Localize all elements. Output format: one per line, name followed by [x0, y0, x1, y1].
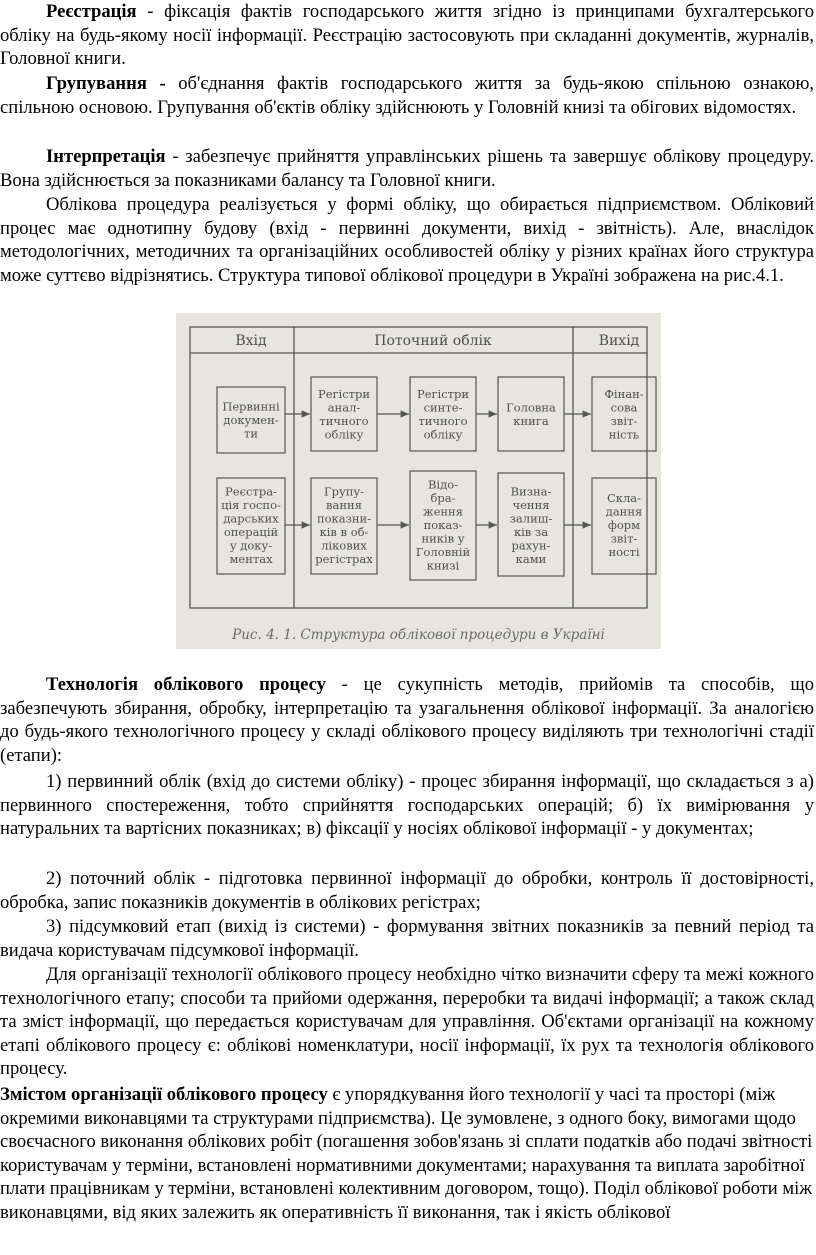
row1-box-3-label: обліку — [423, 427, 463, 442]
term-registration: Реєстрація — [46, 1, 137, 22]
row2-box-5-label: звіт- — [610, 531, 638, 546]
header-output: Вихід — [598, 333, 640, 349]
row1-box-5-label: Фінан- — [604, 386, 644, 401]
row2-box-3-label: бра- — [430, 491, 456, 505]
row2-box-2-label: регістрах — [315, 551, 373, 566]
row2-box-1-label: дарських — [223, 511, 279, 526]
paragraph-content-organization — [0, 1083, 814, 1224]
paragraph-text: є упорядкування його технології у часі та просторі (між окремими виконавцями та структурами підприємства). Це зумовлене, з одного боку, вимогами щодо своєчасного виконання облікових робіт (погашення зобов'язань зі сплати податків або подачі звітності користувачам у терміни, встановлені нормативними документами; нарахування та виплата заробітної плати працівникам у терміни, встановлені колективним договором, тощо). Поділ облікової роботи між виконавцями, від яких залежить як оперативність її виконання, так і якість облікової — [0, 1084, 813, 1223]
row2-box-4-label: чення — [512, 497, 550, 512]
row2-box-3-label: Головній — [415, 545, 471, 559]
header-input: Вхід — [235, 333, 267, 349]
row2-box-1-label: ментах — [229, 551, 273, 566]
row2-box-3-label: показ- — [423, 518, 463, 532]
row1-box-4-label: Головна — [506, 400, 556, 415]
row1-box-3-label: тичного — [418, 413, 468, 428]
row2-box-5-label: ності — [608, 545, 640, 559]
row1-box-5-label: ність — [608, 427, 640, 442]
row2-box-3-label: ників у — [421, 531, 465, 546]
paragraph-technology — [0, 673, 814, 767]
term-interpretation: Інтерпретація — [46, 146, 166, 167]
row2-box-4-label: залиш- — [509, 511, 553, 526]
row2-box-2-label: показни- — [316, 511, 372, 526]
row1-box-2-label: анал- — [327, 400, 361, 415]
row1-box-2-label: тичного — [319, 413, 369, 428]
row1-box-1-label: ти — [243, 426, 259, 441]
row2-box-5-label: Скла- — [606, 491, 642, 505]
row2-box-4-label: ків за — [513, 524, 549, 539]
row2-box-3-label: книзі — [426, 558, 460, 573]
row1-box-4-label: книга — [513, 413, 549, 428]
paragraph-interpretation — [0, 145, 814, 192]
row2-box-4-label: Визна- — [510, 484, 552, 499]
row1-box-5-label: звіт- — [610, 413, 638, 428]
figure-caption: Рис. 4. 1. Структура облікової процедури в Україні — [232, 627, 605, 643]
paragraph-stage-3: 3) підсумковий етап (вихід із системи) - формування звітних показників за певний період та видача користувачам підсумкової інформації. — [0, 916, 814, 961]
paragraph-stage-2: 2) поточний облік - підготовка первинної інформації до обробки, контроль її достовірності, обробка, запис показників документів в облікових регістрах; — [0, 868, 814, 913]
row2-box-4-label: рахун- — [511, 538, 551, 553]
row1-box-5-label: сова — [610, 400, 638, 415]
row1-box-1-label: докумен- — [223, 413, 279, 427]
paragraph-text: - забезпечує прийняття управлінських рішень та завершує облікову процедуру. Вона здійснюється за показниками балансу та Головної книги. — [0, 146, 814, 191]
figure-diagram — [176, 313, 661, 649]
row2-box-5-label: форм — [607, 518, 641, 532]
header-current: Поточний облік — [374, 333, 492, 349]
paragraph-organization: Для організації технології облікового процесу необхідно чітко визначити сферу та межі кожного технологічного етапу; способи та прийоми одержання, переробки та видачі інформації; а також склад та зміст інформації, що передається користувачам для управління. Об'єктами організації на кожному етапі облікового процесу є: облікові номенклатури, носії інформації, їх рух та технологія облікового процесу. — [0, 964, 814, 1080]
row2-box-4-label: ками — [515, 551, 547, 566]
term-content-organization: Змістом організації облікового процесу — [0, 1084, 328, 1105]
paragraph-text: - фіксація фактів господарського життя згідно із принципами бухгалтерського обліку на будь-якому носії інформації. Реєстрацію застосовують при складанні документів, журналів, Головної книги. — [0, 1, 814, 70]
paragraph-text: - це сукупність методів, прийомів та способів, що забезпечують збирання, обробку, інтерпретацію та узагальнення облікової інформації. За аналогією до будь-якого технологічного процесу у складі облікового процесу виділяють три технологічні стадії (етапи): — [0, 674, 814, 766]
term-technology: Технологія облікового процесу — [46, 674, 326, 695]
row2-box-3-label: Відо- — [427, 477, 459, 492]
paragraph-text: об'єднання фактів господарського життя за будь-якою спільною ознакою, спільною основою. Групування об'єктів обліку здійснюють у Головній книзі та обігових відомостях. — [0, 73, 815, 118]
row2-box-2-label: лікових — [321, 538, 367, 553]
outer-frame — [190, 327, 647, 608]
row1-box-2-label: Регістри — [317, 386, 371, 401]
row2-box-1-label: у доку- — [229, 538, 273, 553]
row2-box-5-label: дання — [605, 504, 643, 519]
row2-box-3-label: ження — [423, 504, 463, 519]
paragraph-grouping — [0, 72, 814, 119]
row1-box-2-label: обліку — [324, 427, 364, 442]
paragraph-accounting-procedure: Облікова процедура реалізується у формі обліку, що обирається підприємством. Обліковий процес має однотипну будову (вхід - первинні документи, вихід - звітність). Але, внаслідок методологічних, методичних та організаційних особливостей обліку у різних країнах його структура може суттєво відрізнятись. Структура типової облікової процедури в Україні зображена на рис.4.1. — [0, 194, 814, 286]
paragraph-registration — [0, 0, 814, 71]
row2-box-1-label: ція госпо- — [221, 497, 281, 512]
paragraph-stage-1: 1) первинний облік (вхід до системи обліку) - процес збирання інформації, що складається з а) первинного спостереження, тобто сприйняття господарських операцій; б) їх вимірювання у натуральних та вартісних показниках; в) фіксації у носіях облікової інформації - у документах; — [0, 771, 814, 840]
row2-box-2-label: Групу- — [323, 484, 365, 499]
row1-box-3-label: Регістри — [416, 386, 470, 401]
row2-box-1-label: операцій — [223, 524, 279, 539]
row2-box-1-label: Реєстра- — [225, 484, 277, 499]
row2-box-2-label: вання — [326, 497, 362, 512]
row1-box-3-label: синте- — [423, 400, 463, 415]
row1-box-1-label: Первинні — [222, 399, 280, 414]
term-grouping: Групування - — [46, 73, 166, 94]
figure-accounting-procedure — [176, 313, 661, 649]
row2-box-2-label: ків в об- — [319, 524, 369, 539]
